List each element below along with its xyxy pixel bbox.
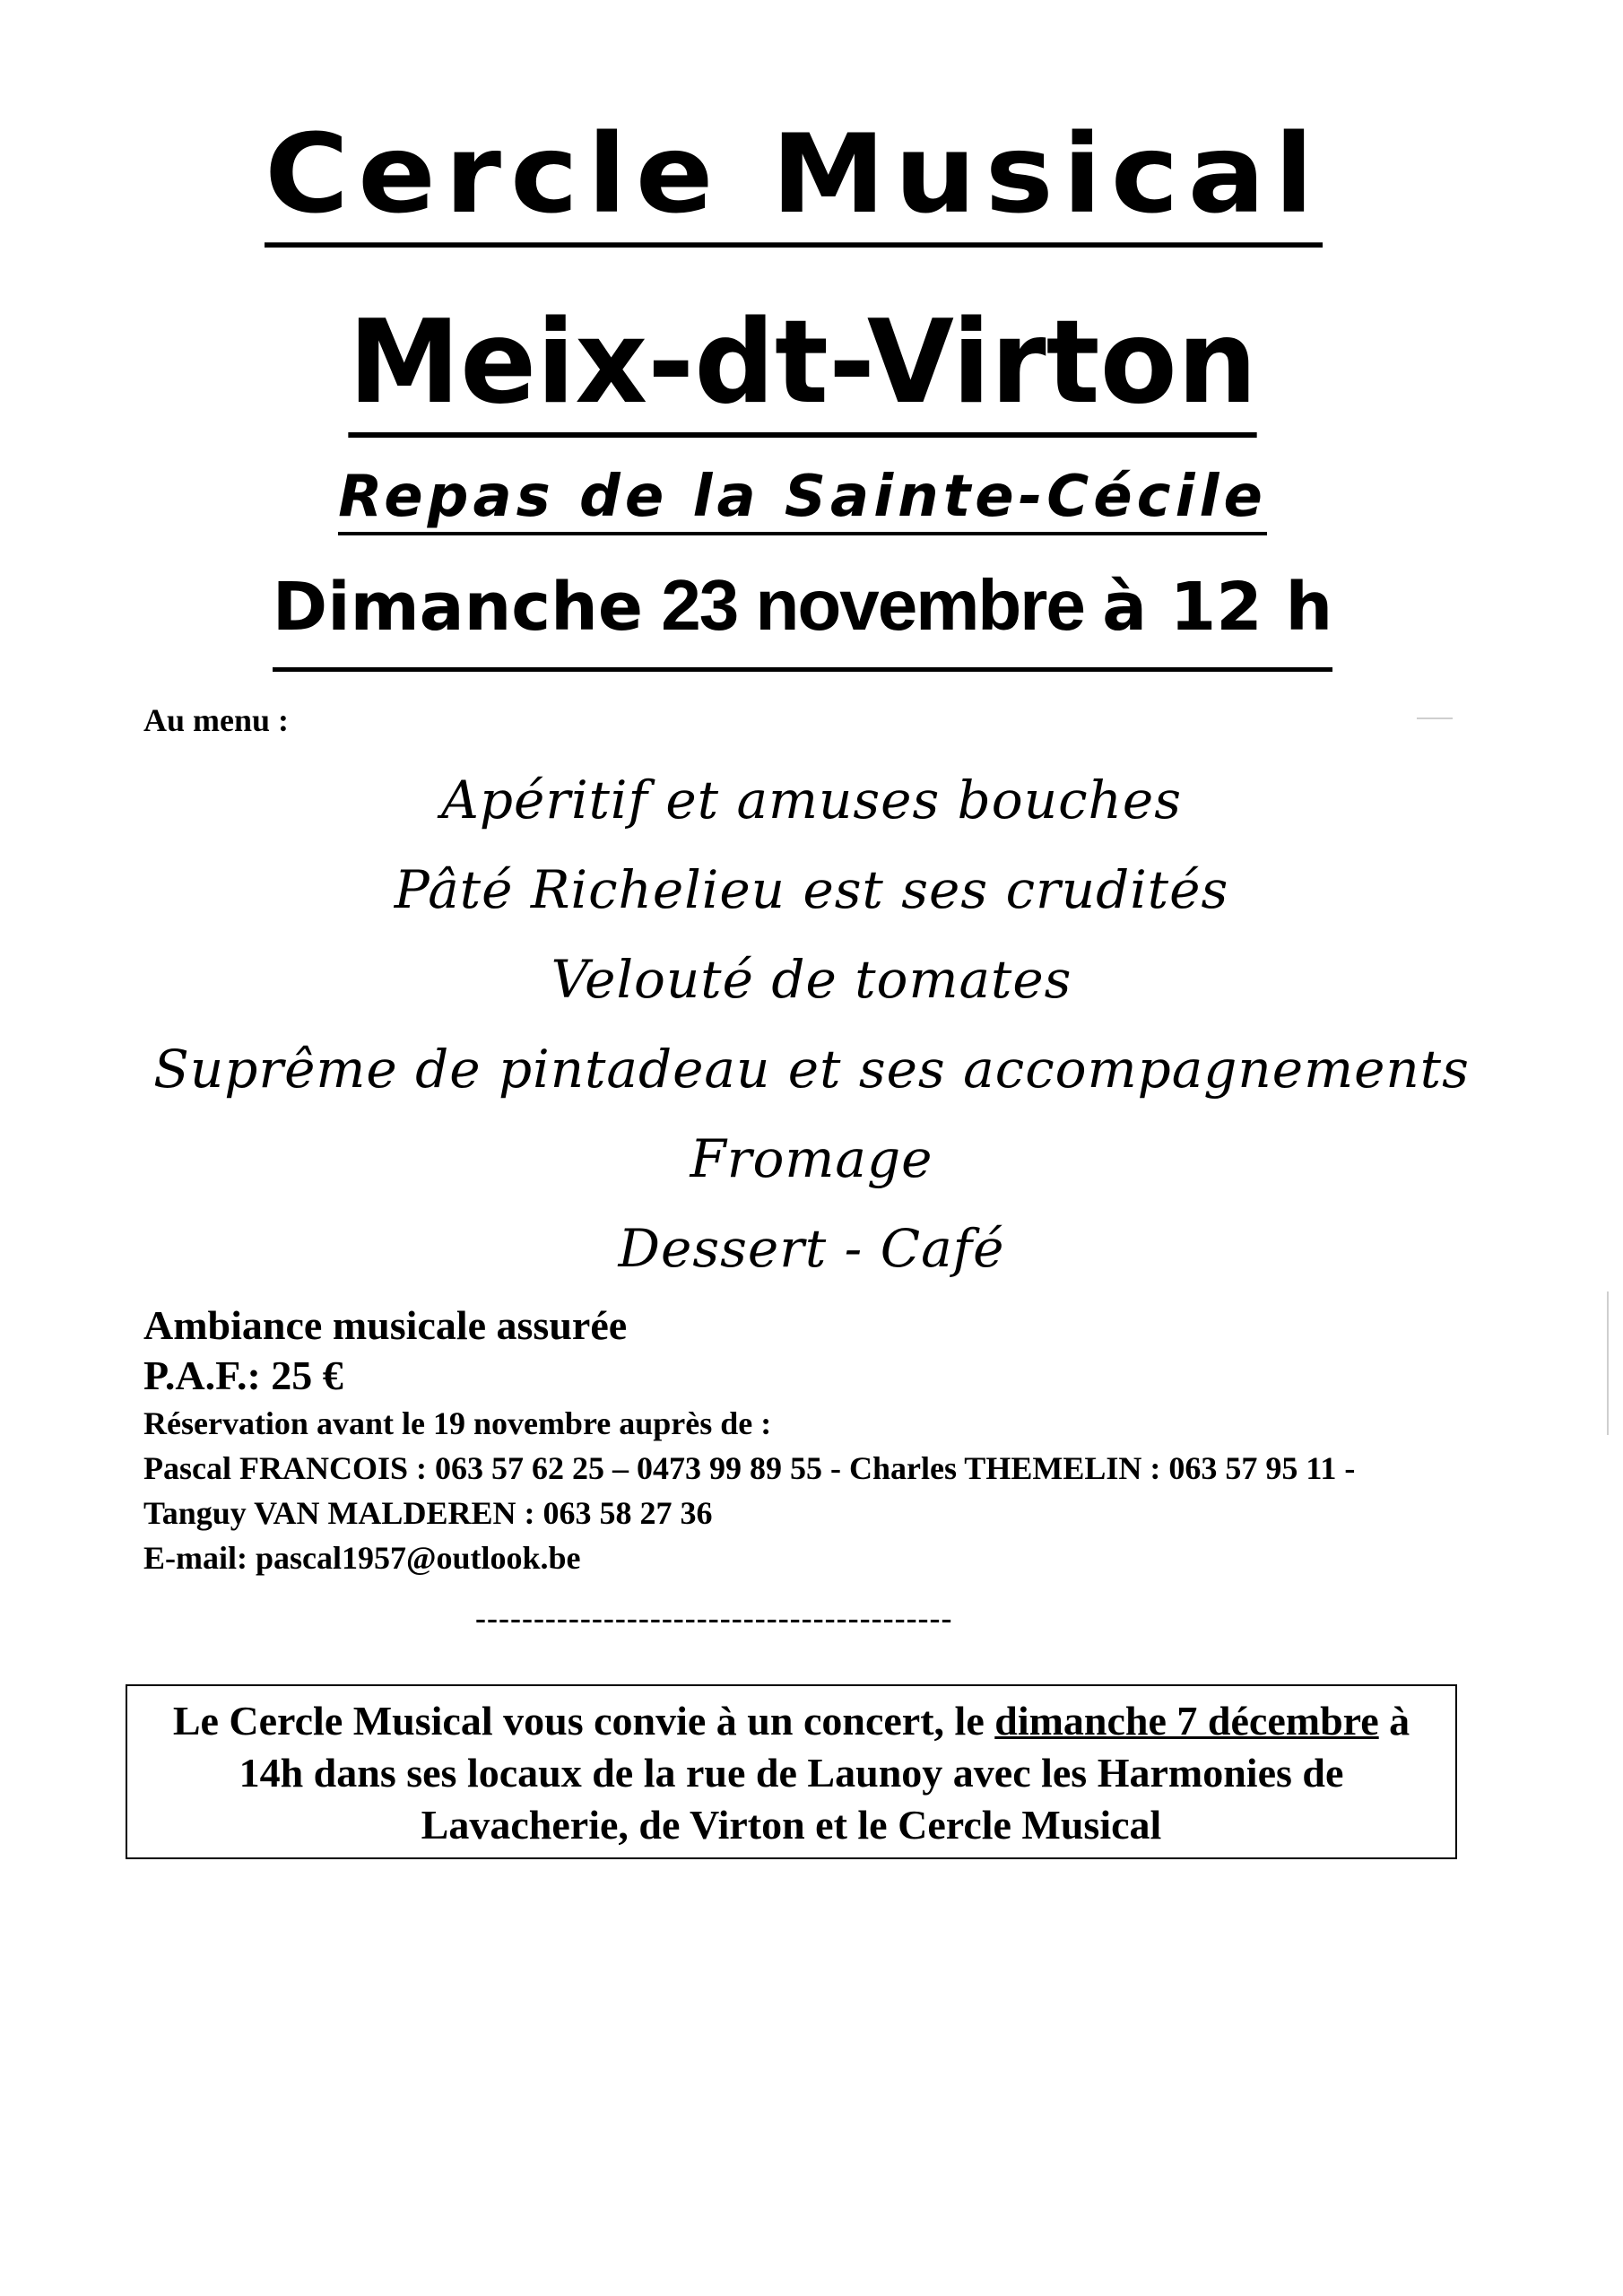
title-line-2-text: Meix-dt-Virton xyxy=(348,296,1257,438)
concert-text-part1: Le Cercle Musical vous convie à un concert, le xyxy=(172,1698,995,1744)
email-text: E-mail: pascal1957@outlook.be xyxy=(143,1540,581,1576)
menu-label: Au menu : xyxy=(143,702,290,738)
date-middle: 23 novembre xyxy=(661,565,1084,645)
date-time: à 12 h xyxy=(1102,569,1333,646)
event-subtitle xyxy=(0,459,1614,535)
event-date-text xyxy=(273,565,1332,672)
concert-announcement-box xyxy=(126,1684,1457,1859)
event-date xyxy=(0,565,1614,672)
contacts-text: Pascal FRANCOIS : 063 57 62 25 – 0473 99 89 55 - Charles THEMELIN : 063 57 95 11 - Tanguy VAN MALDEREN : 063 58 27 36 xyxy=(143,1450,1356,1531)
date-middle-wrap xyxy=(643,565,1102,645)
scan-artifact-line xyxy=(1417,718,1453,719)
menu-item: Dessert - Café xyxy=(618,1218,1005,1279)
date-day: Dimanche xyxy=(272,569,644,646)
practical-info xyxy=(143,1300,1435,1580)
menu-item: Suprême de pintadeau et ses accompagnements xyxy=(153,1039,1470,1100)
menu-list xyxy=(0,755,1623,1293)
price-text: P.A.F.: 25 € xyxy=(143,1352,343,1398)
title-line-1-text: Cercle Musical xyxy=(265,111,1323,248)
separator-line: ----------------------------------------- xyxy=(475,1600,953,1636)
menu-item: Fromage xyxy=(690,1128,933,1189)
concert-date-underlined: dimanche 7 décembre xyxy=(994,1698,1379,1744)
menu-item: Pâté Richelieu est ses crudités xyxy=(394,859,1229,920)
scan-artifact-line xyxy=(1607,1292,1609,1435)
subtitle-text: Repas de la Sainte-Cécile xyxy=(338,464,1267,535)
menu-item: Apéritif et amuses bouches xyxy=(441,770,1182,831)
ambiance-text: Ambiance musicale assurée xyxy=(143,1302,628,1348)
title-location xyxy=(0,296,1614,438)
title-cercle-musical xyxy=(0,108,1605,251)
menu-item: Velouté de tomates xyxy=(551,949,1072,1010)
reservation-text: Réservation avant le 19 novembre auprès de : xyxy=(143,1405,772,1441)
concert-text-part2: à 14h dans ses locaux de la rue de Launoy avec les Harmonies de Lavacherie, de Virton et le Cercle Musical xyxy=(239,1698,1410,1848)
